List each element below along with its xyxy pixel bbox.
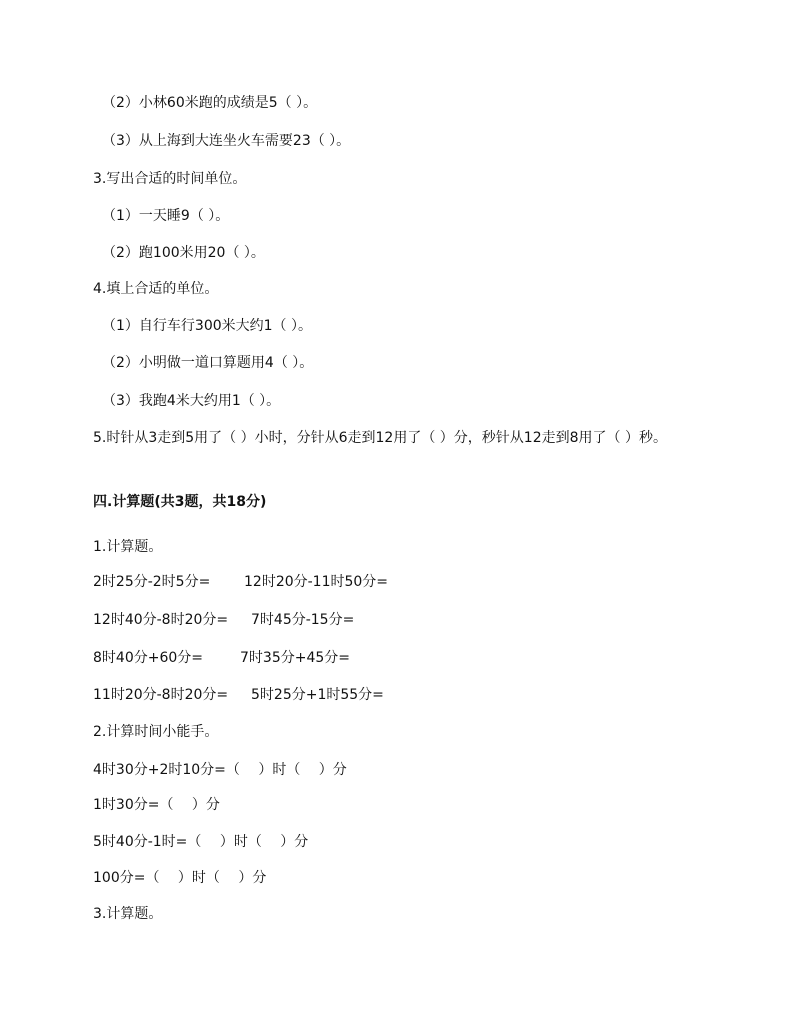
question-4-title: 4.填上合适的单位。	[93, 281, 219, 297]
question-4-item-1: （1）自行车行300米大约1（ ）。	[102, 318, 312, 334]
calc-1-right: 7时35分+45分=	[240, 650, 350, 666]
calc-2-row: 5时40分-1时=（ ）时（ ）分	[93, 834, 309, 850]
calc-1-row	[93, 648, 350, 668]
calc-1-left: 12时40分-8时20分=	[93, 612, 229, 628]
calc-1-title: 1.计算题。	[93, 539, 163, 555]
question-4-item-2: （2）小明做一道口算题用4（ ）。	[102, 355, 314, 371]
question-5-text: 5.时针从3走到5用了（ ）小时，分针从6走到12用了（ ）分，秒针从12走到8用了（ ）秒。	[93, 430, 667, 446]
calc-1-left: 11时20分-8时20分=	[93, 687, 229, 703]
calc-1-left: 2时25分-2时5分=	[93, 574, 211, 590]
question-4-item-3: （3）我跑4米大约用1（ ）。	[102, 393, 281, 409]
calc-1-right: 5时25分+1时55分=	[251, 687, 384, 703]
question-3-title: 3.写出合适的时间单位。	[93, 171, 247, 187]
calc-2-row: 100分=（ ）时（ ）分	[93, 870, 267, 886]
calc-1-right: 12时20分-11时50分=	[244, 574, 389, 590]
calc-3-title: 3.计算题。	[93, 906, 163, 922]
question-2-item-3: （3）从上海到大连坐火车需要23（ ）。	[102, 133, 351, 149]
calc-1-row	[93, 685, 384, 705]
calc-2-row: 4时30分+2时10分=（ ）时（ ）分	[93, 762, 347, 778]
question-3-item-1: （1）一天睡9（ ）。	[102, 208, 230, 224]
calc-1-row	[93, 610, 355, 630]
section-4-heading: 四.计算题(共3题，共18分)	[93, 494, 267, 510]
calc-1-left: 8时40分+60分=	[93, 650, 203, 666]
calc-2-title: 2.计算时间小能手。	[93, 724, 219, 740]
calc-2-row: 1时30分=（ ）分	[93, 797, 220, 813]
calc-1-row	[93, 572, 389, 592]
question-2-item-2: （2）小林60米跑的成绩是5（ ）。	[102, 95, 318, 111]
question-3-item-2: （2）跑100米用20（ ）。	[102, 245, 265, 261]
calc-1-right: 7时45分-15分=	[251, 612, 355, 628]
